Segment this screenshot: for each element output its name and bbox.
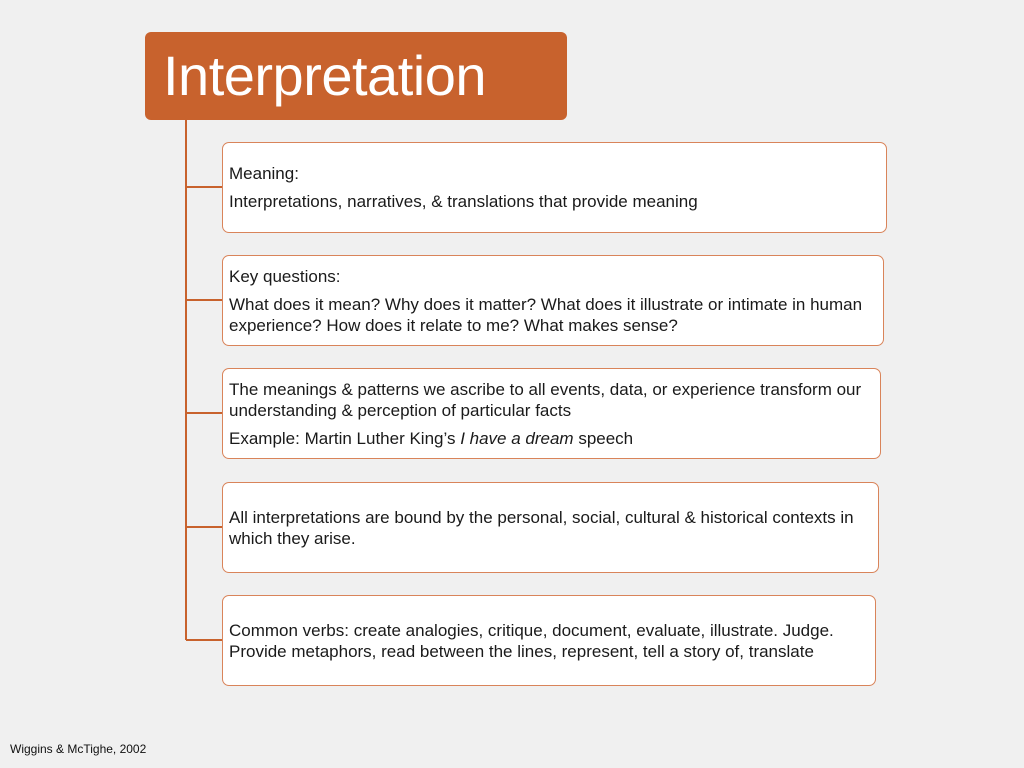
connector-trunk — [185, 120, 187, 640]
example-suffix: speech — [573, 428, 634, 448]
card-text: What does it mean? Why does it matter? What does it illustrate or intimate in human experience? How does it relate to me? What makes sense? — [229, 294, 863, 335]
title-box — [145, 32, 567, 120]
card-heading: Key questions: — [229, 266, 341, 286]
card-meaning — [222, 142, 887, 233]
card-text: The meanings & patterns we ascribe to all events, data, or experience transform our understanding & perception of particular facts — [229, 379, 862, 420]
connector-branch-2 — [186, 299, 223, 301]
card-common-verbs — [222, 595, 876, 686]
slide-title: Interpretation — [163, 44, 486, 107]
card-patterns — [222, 368, 881, 459]
connector-branch-4 — [186, 526, 223, 528]
connector-branch-1 — [186, 186, 223, 188]
connector-branch-3 — [186, 412, 223, 414]
example-title: I have a dream — [460, 428, 574, 448]
example-prefix: Example: Martin Luther King’s — [229, 428, 461, 448]
card-heading: Meaning: — [229, 164, 299, 183]
connector-branch-5 — [186, 639, 223, 641]
card-contexts — [222, 482, 879, 573]
card-text: All interpretations are bound by the personal, social, cultural & historical contexts in which they arise. — [229, 507, 854, 548]
card-text: Common verbs: create analogies, critique, document, evaluate, illustrate. Judge. Provide metaphors, read between the lines, represent, tell a story of, translate — [229, 620, 834, 661]
card-text: Interpretations, narratives, & translations that provide meaning — [229, 192, 698, 211]
citation: Wiggins & McTighe, 2002 — [10, 742, 147, 756]
card-example — [229, 428, 872, 449]
card-key-questions — [222, 255, 884, 346]
